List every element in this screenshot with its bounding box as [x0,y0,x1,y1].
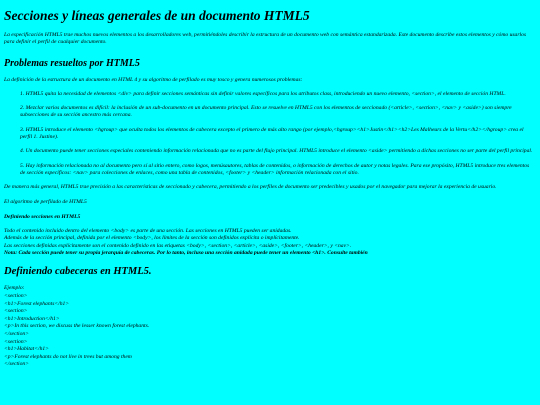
list-item: 3. HTML5 introduce el elemento <hgroup> que oculta todos los elementos de cabecera excepto el primero de más alto rango (por ejemplo,<hgroup><h1>Justin</h1><h2>Les Malheurs de la Vertu</h2></hgroup> crea el perfil 1. Justine). [20,126,524,141]
code-example [4,285,534,369]
description-line: Las secciones definidas explícitamente son el contenido definido en las etiquetas <body>, <section>, <article>, <aside>, <footer>, <header>, y <nav>. [4,242,352,249]
code-line: <section> [4,338,28,345]
code-line: <h1>Habitat</h1> [4,346,49,353]
section-heading-headers: Definiendo cabeceras en HTML5. [4,266,152,278]
code-line: <section> [4,308,28,315]
list-item: 4. Un documento puede tener secciones especiales conteniendo información relacionada que no es parte del flujo principal. HTML5 introduce el elemento <aside> permitiendo a dichas secciones no ser parte del perfil principal. [20,148,533,155]
intro-paragraph: La especificación HTML5 trae muchos nuevos elementos a los desarrolladores web, permitiéndoles describir la estructura de un documento web con semántica estandarizada. Este documento describe estos elementos y cómo usarlos para definir el perfil de cualquier documento. [4,32,527,46]
code-line: </section> [4,361,29,368]
code-line: <p>In this section, we discuss the lesser known forest elephants. [4,323,150,330]
code-line: <h1>Forest elephants</h1> [4,300,70,307]
code-line: </section> [4,330,29,337]
algorithm-paragraph: El algoritmo de perfilado de HTML5 [4,198,87,205]
example-label: Ejemplo: [4,285,25,292]
code-line: <p>Forest elephants do not live in trees but among them [4,353,132,360]
section-heading-problems: Problemas resueltos por HTML5 [4,57,140,69]
page-title: Secciones y líneas generales de un documento HTML5 [4,8,310,23]
description-line: Todo el contenido incluido dentro del elemento <body> es parte de una sección. Las secciones en HTML5 pueden ser anidadas. [4,228,292,235]
subheading-defining-sections: Definiendo secciones en HTML5 [4,213,81,220]
list-item: 2. Mezclar varios documentos es difícil: la inclusión de un sub-documento en un documento principal. Esto se resuelve en HTML5 con los elementos de seccionado (<article>, <section>, <nav> y <aside>) son siempre subsecciones de su sección ancestro más cercana. [20,105,512,119]
note-line: Nota: Cada sección puede tener su propia jerarquía de cabeceras. Por lo tanto, incluso una sección anidada puede tener un elemento <h1>. Consulte también [4,250,368,257]
summary-paragraph: De manera más general, HTML5 trae precisión a las características de seccionado y cabecera, permitiendo a los perfiles de documento ser predecibles y usados por el navegador para mejorar la experiencia de usuario. [4,184,497,191]
code-line: <h1>Introduction</h1> [4,315,60,322]
list-item: 5. Hay información relacionada no al documento pero sí al sitio entero, como logos, menúsautores, tablas de contenidos, o información de derechos de autor y notas legales. Para ese propósito, HTML5 introduce tres elementos de sección específicos: <nav> para colecciones de enlaces, como una tabla de contenidos, <footer> y <header> información relacionada con el sitio. [20,162,530,176]
description-line: Además de la sección principal, definida por el elemento <body>, los límites de la sección son definidos explícita o implícitamente. [4,235,300,242]
problems-list [4,91,534,177]
list-item: 1. HTML5 quita la necesidad de elementos <div> para definir secciones semánticas sin definir valores específicos para los atributos class, introduciendo un nuevo elemento, <section>, el elemento de sección HTML. [20,90,506,97]
sections-description [4,228,534,257]
problems-lead: La definición de la estructura de un documento en HTML 4 y su algoritmo de perfilado es muy tosco y genera numerosos problemas: [4,76,303,83]
code-line: <section> [4,292,28,299]
